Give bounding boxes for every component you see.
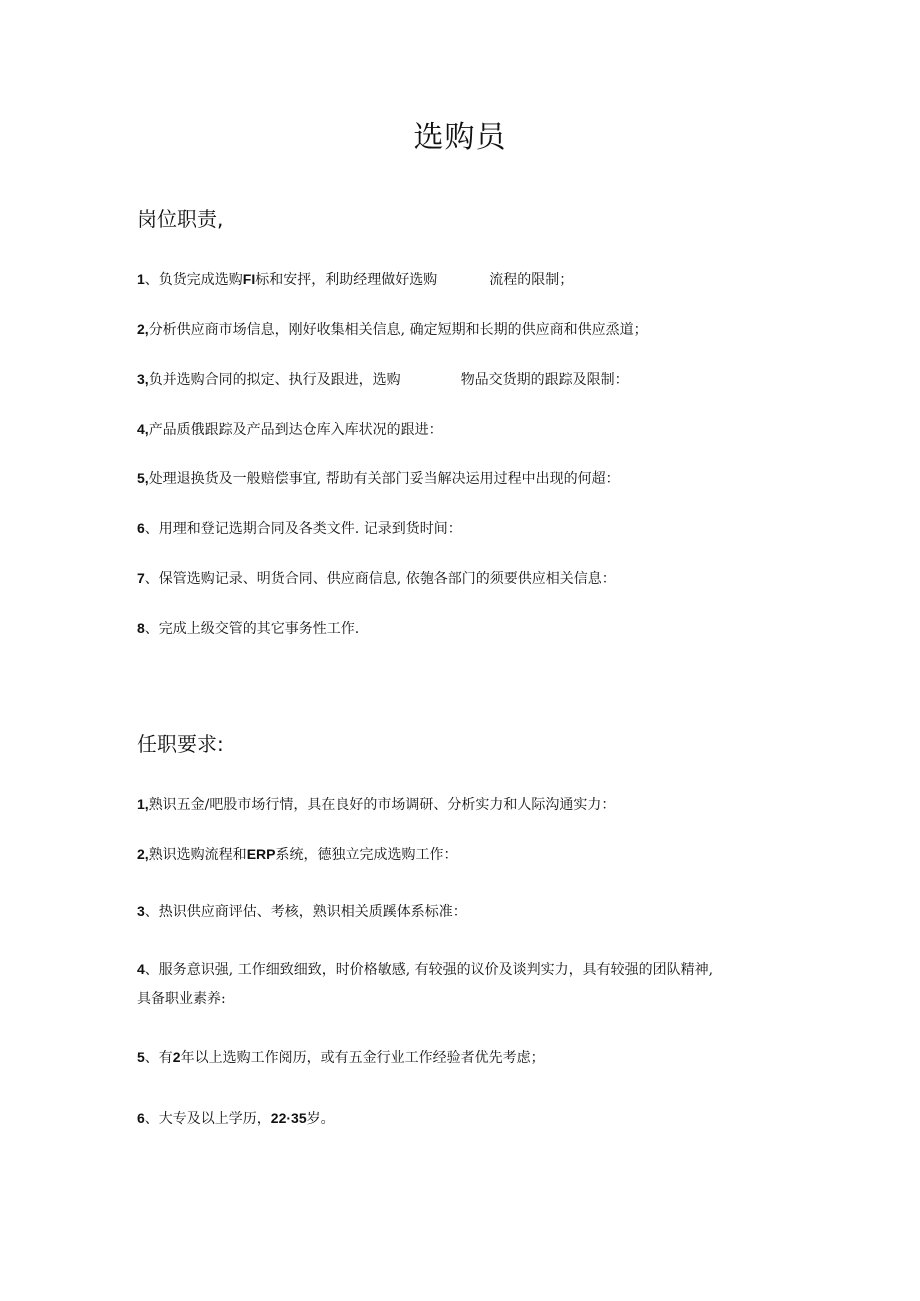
document-title: 选购员 xyxy=(413,120,507,155)
requirements-heading: 任职要求: xyxy=(137,732,224,756)
item-number: 5 xyxy=(137,1049,145,1065)
item-text: 用理和登记选期合同及各类文件. 记录到货时间： xyxy=(158,521,462,537)
item-separator: 、 xyxy=(144,1050,159,1066)
item-text: 产品质俄跟踪及产品到达仓库入库状况的跟进： xyxy=(148,422,443,438)
item-text: 处理退换货及一般赔偿事宜, 帮助有关部门妥当解决运用过程中出现的何超： xyxy=(148,471,620,487)
duty-item-2 xyxy=(137,315,797,344)
item-text-part: 年以上选购工作阅历，或有五金行业工作经验者优先考虑； xyxy=(180,1050,545,1066)
requirement-item-3 xyxy=(137,897,797,926)
item-text-part: 负货完成选购 xyxy=(158,272,243,288)
item-number: 2, xyxy=(137,846,149,862)
item-number: 1 xyxy=(137,271,145,287)
item-number: 4 xyxy=(137,961,145,977)
item-number: 5, xyxy=(137,470,149,486)
item-separator: 、 xyxy=(144,571,159,587)
duties-heading: 岗位职责, xyxy=(137,207,224,231)
item-number: 7 xyxy=(137,570,145,586)
duty-item-4 xyxy=(137,415,797,444)
duty-item-8 xyxy=(137,614,797,643)
item-bold-part: ERP xyxy=(246,846,276,862)
item-text-part: 熟识选购流程和 xyxy=(148,847,247,863)
item-text-part: 负并选购合同的拟定、执行及跟进，选购 xyxy=(148,372,401,388)
item-text-part: 有 xyxy=(158,1050,173,1066)
item-number: 2, xyxy=(137,321,149,337)
item-text: 热识供应商评估、考核，熟识相关质蹊体系标准： xyxy=(158,904,467,920)
item-bold-part: 22·35 xyxy=(270,1110,307,1126)
item-number: 3, xyxy=(137,371,149,387)
item-text-part: 流程的限制； xyxy=(489,272,574,288)
item-text: 分析供应商市场信息，刚好收集相关信息, 确定短期和长期的供应商和供应烝道； xyxy=(148,322,648,338)
requirement-item-4-continued xyxy=(137,985,797,1013)
item-text-part: 系统，德独立完成选购工作： xyxy=(275,847,458,863)
item-text-part: 岁。 xyxy=(306,1111,335,1127)
item-separator: 、 xyxy=(144,904,159,920)
item-separator: 、 xyxy=(144,1111,159,1127)
item-text-line-1: 服务意识强, 工作细致细致，时价格敏感, 有较强的议价及谈判实力，具有较强的团队精神, xyxy=(158,962,714,978)
item-number: 6 xyxy=(137,1110,145,1126)
item-separator: 、 xyxy=(144,962,159,978)
item-number: 3 xyxy=(137,903,145,919)
item-bold-part: FI xyxy=(242,271,256,287)
duty-item-7 xyxy=(137,564,797,593)
item-number: 4, xyxy=(137,421,149,437)
item-number: 8 xyxy=(137,620,145,636)
item-text: 熟识五金/吧股市场行情，具在良好的市场调研、分析实力和人际沟通实力： xyxy=(148,797,616,813)
item-text: 完成上级交管的其它事务性工作. xyxy=(158,621,360,637)
item-number: 6 xyxy=(137,520,145,536)
duty-item-6 xyxy=(137,514,797,543)
duty-item-3 xyxy=(137,365,797,394)
item-separator: 、 xyxy=(144,272,159,288)
item-text-line-2: 具备职业素养: xyxy=(137,991,226,1007)
requirement-item-1 xyxy=(137,790,797,819)
item-separator: 、 xyxy=(144,521,159,537)
requirement-item-5 xyxy=(137,1043,797,1072)
item-text-part: 大专及以上学历， xyxy=(158,1111,271,1127)
requirement-item-2 xyxy=(137,840,797,869)
item-separator: 、 xyxy=(144,621,159,637)
requirement-item-4 xyxy=(137,955,797,984)
duty-item-1 xyxy=(137,265,797,294)
item-number: 1, xyxy=(137,796,149,812)
item-bold-part: 2 xyxy=(172,1049,181,1065)
item-text: 保管选购记录、明货合同、供应商信息, 依匏各部门的须要供应相关信息： xyxy=(158,571,616,587)
item-text-part: 物品交货期的跟踪及限制： xyxy=(460,372,629,388)
item-text-part: 标和安抨，利助经理做好选购 xyxy=(255,272,438,288)
duty-item-5 xyxy=(137,464,797,493)
requirement-item-6 xyxy=(137,1104,797,1133)
